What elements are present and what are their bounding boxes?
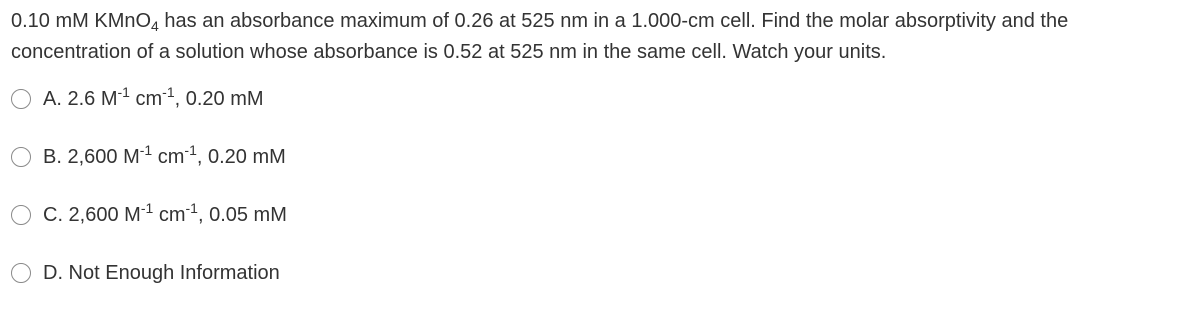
- superscript: -1: [117, 84, 130, 100]
- choice-label[interactable]: D. Not Enough Information: [43, 262, 280, 284]
- superscript: -1: [184, 142, 197, 158]
- subscript: 4: [151, 18, 159, 34]
- superscript: -1: [185, 200, 198, 216]
- choice-b[interactable]: [11, 142, 287, 172]
- choice-d[interactable]: [11, 258, 287, 288]
- question-text-part: 0.10 mM KMnO: [11, 10, 152, 32]
- radio-button-icon[interactable]: [11, 147, 31, 167]
- choice-label[interactable]: A. 2.6 $M^{-1}$ $cm^{-1}$, 0.20 mM: [43, 84, 264, 110]
- choice-label[interactable]: C. 2,600 $M^{-1}$ $cm^{-1}$, 0.05 mM: [43, 200, 287, 226]
- choice-c[interactable]: [11, 200, 287, 230]
- choice-a[interactable]: [11, 84, 287, 114]
- choice-label[interactable]: B. 2,600 $M^{-1}$ $cm^{-1}$, 0.20 mM: [43, 142, 286, 168]
- answer-choices: [11, 84, 287, 316]
- question-text-part: has an absorbance maximum of 0.26 at 525 nm in a 1.000-cm cell. Find the molar absorptivity and the concentration of a solution whose absorbance is 0.52 at 525 nm in the same cell. Watch your units.: [11, 10, 1069, 63]
- radio-button-icon[interactable]: [11, 263, 31, 283]
- superscript: -1: [139, 142, 153, 158]
- superscript: -1: [162, 84, 175, 100]
- superscript: -1: [140, 200, 154, 216]
- question-text: [11, 6, 1177, 68]
- radio-button-icon[interactable]: [11, 89, 31, 109]
- radio-button-icon[interactable]: [11, 205, 31, 225]
